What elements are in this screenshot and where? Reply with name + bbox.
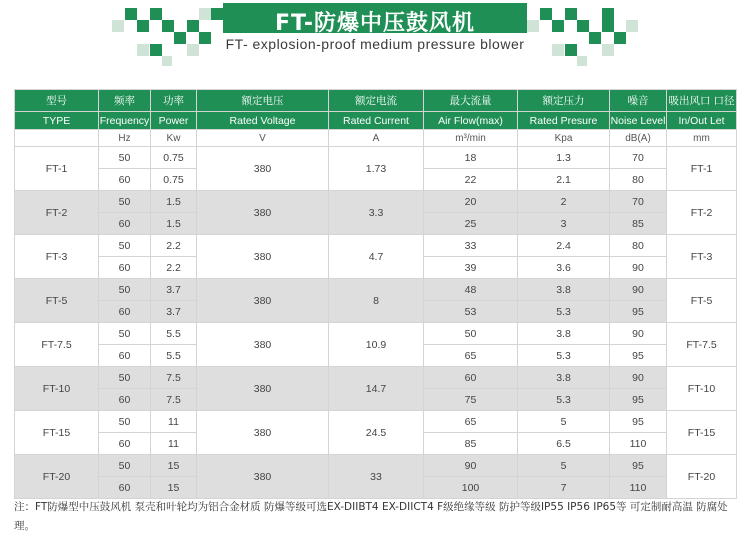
unit-cell-hz: Hz bbox=[99, 130, 151, 147]
noise-cell: 110 bbox=[610, 433, 667, 455]
column-header-en-noise: Noise Level bbox=[610, 112, 667, 130]
airflow-cell: 18 bbox=[424, 147, 518, 169]
noise-cell: 70 bbox=[610, 191, 667, 213]
power-cell: 5.5 bbox=[151, 323, 197, 345]
footnote: 注：FT防爆型中压鼓风机 泵壳和叶轮均为铝合金材质 防爆等级可选EX-DIIBT4 EX-DIICT4 F级绝缘等级 防护等级IP55 IP56 IP65等 可定制耐高温 防腐处理。 bbox=[14, 501, 728, 532]
outlet-cell: FT-10 bbox=[667, 367, 737, 411]
page-subtitle: FT- explosion-proof medium pressure blower bbox=[225, 36, 525, 52]
header-row-units bbox=[15, 130, 737, 147]
column-header-hz: 频率 bbox=[99, 90, 151, 112]
frequency-cell: 50 bbox=[99, 367, 151, 389]
voltage-cell: 380 bbox=[197, 191, 329, 235]
model-type-cell: FT-15 bbox=[15, 411, 99, 455]
outlet-cell: FT-20 bbox=[667, 455, 737, 499]
frequency-cell: 50 bbox=[99, 279, 151, 301]
current-cell: 3.3 bbox=[329, 191, 424, 235]
frequency-cell: 50 bbox=[99, 411, 151, 433]
outlet-cell: FT-5 bbox=[667, 279, 737, 323]
current-cell: 33 bbox=[329, 455, 424, 499]
frequency-cell: 60 bbox=[99, 345, 151, 367]
voltage-cell: 380 bbox=[197, 279, 329, 323]
power-cell: 15 bbox=[151, 477, 197, 499]
column-header-kw: 功率 bbox=[151, 90, 197, 112]
column-header-noise: 噪音 bbox=[610, 90, 667, 112]
frequency-cell: 60 bbox=[99, 389, 151, 411]
power-cell: 11 bbox=[151, 411, 197, 433]
noise-cell: 95 bbox=[610, 411, 667, 433]
airflow-cell: 20 bbox=[424, 191, 518, 213]
table-row bbox=[15, 279, 737, 301]
airflow-cell: 22 bbox=[424, 169, 518, 191]
airflow-cell: 75 bbox=[424, 389, 518, 411]
outlet-cell: FT-2 bbox=[667, 191, 737, 235]
pressure-cell: 5 bbox=[518, 411, 610, 433]
airflow-cell: 53 bbox=[424, 301, 518, 323]
column-header-en-kw: Power bbox=[151, 112, 197, 130]
current-cell: 14.7 bbox=[329, 367, 424, 411]
column-header-voltage: 额定电压 bbox=[197, 90, 329, 112]
header-row-chinese bbox=[15, 90, 737, 112]
airflow-cell: 33 bbox=[424, 235, 518, 257]
noise-cell: 95 bbox=[610, 301, 667, 323]
table-row bbox=[15, 235, 737, 257]
noise-cell: 95 bbox=[610, 455, 667, 477]
pressure-cell: 6.5 bbox=[518, 433, 610, 455]
noise-cell: 85 bbox=[610, 213, 667, 235]
airflow-cell: 65 bbox=[424, 411, 518, 433]
model-type-cell: FT-5 bbox=[15, 279, 99, 323]
voltage-cell: 380 bbox=[197, 411, 329, 455]
power-cell: 2.2 bbox=[151, 235, 197, 257]
power-cell: 5.5 bbox=[151, 345, 197, 367]
airflow-cell: 85 bbox=[424, 433, 518, 455]
pressure-cell: 3.8 bbox=[518, 279, 610, 301]
pressure-cell: 2.4 bbox=[518, 235, 610, 257]
column-header-en-flow: Air Flow(max) bbox=[424, 112, 518, 130]
table-row bbox=[15, 323, 737, 345]
pressure-cell: 5.3 bbox=[518, 345, 610, 367]
frequency-cell: 60 bbox=[99, 477, 151, 499]
voltage-cell: 380 bbox=[197, 367, 329, 411]
airflow-cell: 65 bbox=[424, 345, 518, 367]
model-type-cell: FT-2 bbox=[15, 191, 99, 235]
header-banner bbox=[0, 0, 750, 70]
current-cell: 1.73 bbox=[329, 147, 424, 191]
pressure-cell: 5.3 bbox=[518, 301, 610, 323]
pressure-cell: 3 bbox=[518, 213, 610, 235]
unit-cell-flow: m³/min bbox=[424, 130, 518, 147]
column-header-en-type: TYPE bbox=[15, 112, 99, 130]
page-title: FT-防爆中压鼓风机 bbox=[275, 11, 475, 36]
table-row bbox=[15, 147, 737, 169]
pressure-cell: 3.8 bbox=[518, 323, 610, 345]
noise-cell: 110 bbox=[610, 477, 667, 499]
power-cell: 2.2 bbox=[151, 257, 197, 279]
header-row-english bbox=[15, 112, 737, 130]
airflow-cell: 39 bbox=[424, 257, 518, 279]
model-type-cell: FT-20 bbox=[15, 455, 99, 499]
current-cell: 8 bbox=[329, 279, 424, 323]
table-row bbox=[15, 191, 737, 213]
power-cell: 0.75 bbox=[151, 169, 197, 191]
power-cell: 1.5 bbox=[151, 191, 197, 213]
frequency-cell: 50 bbox=[99, 191, 151, 213]
column-header-flow: 最大流量 bbox=[424, 90, 518, 112]
unit-cell-current: A bbox=[329, 130, 424, 147]
power-cell: 3.7 bbox=[151, 279, 197, 301]
pressure-cell: 7 bbox=[518, 477, 610, 499]
frequency-cell: 60 bbox=[99, 257, 151, 279]
frequency-cell: 60 bbox=[99, 213, 151, 235]
power-cell: 0.75 bbox=[151, 147, 197, 169]
airflow-cell: 48 bbox=[424, 279, 518, 301]
column-header-en-outlet: In/Out Let bbox=[667, 112, 737, 130]
pressure-cell: 5 bbox=[518, 455, 610, 477]
unit-cell-kw: Kw bbox=[151, 130, 197, 147]
model-type-cell: FT-10 bbox=[15, 367, 99, 411]
frequency-cell: 60 bbox=[99, 301, 151, 323]
noise-cell: 95 bbox=[610, 389, 667, 411]
voltage-cell: 380 bbox=[197, 147, 329, 191]
voltage-cell: 380 bbox=[197, 323, 329, 367]
voltage-cell: 380 bbox=[197, 455, 329, 499]
noise-cell: 90 bbox=[610, 323, 667, 345]
airflow-cell: 50 bbox=[424, 323, 518, 345]
outlet-cell: FT-7.5 bbox=[667, 323, 737, 367]
frequency-cell: 60 bbox=[99, 169, 151, 191]
unit-cell-pressure: Kpa bbox=[518, 130, 610, 147]
airflow-cell: 90 bbox=[424, 455, 518, 477]
unit-cell-voltage: V bbox=[197, 130, 329, 147]
power-cell: 11 bbox=[151, 433, 197, 455]
outlet-cell: FT-1 bbox=[667, 147, 737, 191]
unit-cell-type bbox=[15, 130, 99, 147]
power-cell: 7.5 bbox=[151, 367, 197, 389]
column-header-current: 额定电流 bbox=[329, 90, 424, 112]
column-header-en-hz: Frequency bbox=[99, 112, 151, 130]
model-type-cell: FT-1 bbox=[15, 147, 99, 191]
airflow-cell: 100 bbox=[424, 477, 518, 499]
current-cell: 10.9 bbox=[329, 323, 424, 367]
outlet-cell: FT-3 bbox=[667, 235, 737, 279]
current-cell: 24.5 bbox=[329, 411, 424, 455]
frequency-cell: 50 bbox=[99, 455, 151, 477]
frequency-cell: 50 bbox=[99, 323, 151, 345]
power-cell: 3.7 bbox=[151, 301, 197, 323]
power-cell: 7.5 bbox=[151, 389, 197, 411]
spec-table-body bbox=[15, 90, 737, 499]
outlet-cell: FT-15 bbox=[667, 411, 737, 455]
table-row bbox=[15, 455, 737, 477]
table-row bbox=[15, 367, 737, 389]
noise-cell: 80 bbox=[610, 235, 667, 257]
spec-table bbox=[14, 89, 737, 499]
column-header-type: 型号 bbox=[15, 90, 99, 112]
airflow-cell: 25 bbox=[424, 213, 518, 235]
voltage-cell: 380 bbox=[197, 235, 329, 279]
noise-cell: 70 bbox=[610, 147, 667, 169]
pressure-cell: 3.8 bbox=[518, 367, 610, 389]
unit-cell-noise: dB(A) bbox=[610, 130, 667, 147]
pressure-cell: 1.3 bbox=[518, 147, 610, 169]
pressure-cell: 3.6 bbox=[518, 257, 610, 279]
frequency-cell: 50 bbox=[99, 235, 151, 257]
unit-cell-outlet: mm bbox=[667, 130, 737, 147]
pressure-cell: 2 bbox=[518, 191, 610, 213]
noise-cell: 90 bbox=[610, 257, 667, 279]
column-header-en-voltage: Rated Voltage bbox=[197, 112, 329, 130]
noise-cell: 80 bbox=[610, 169, 667, 191]
pressure-cell: 5.3 bbox=[518, 389, 610, 411]
model-type-cell: FT-3 bbox=[15, 235, 99, 279]
power-cell: 15 bbox=[151, 455, 197, 477]
power-cell: 1.5 bbox=[151, 213, 197, 235]
airflow-cell: 60 bbox=[424, 367, 518, 389]
pressure-cell: 2.1 bbox=[518, 169, 610, 191]
model-type-cell: FT-7.5 bbox=[15, 323, 99, 367]
column-header-en-pressure: Rated Presure bbox=[518, 112, 610, 130]
current-cell: 4.7 bbox=[329, 235, 424, 279]
frequency-cell: 50 bbox=[99, 147, 151, 169]
frequency-cell: 60 bbox=[99, 433, 151, 455]
noise-cell: 90 bbox=[610, 279, 667, 301]
noise-cell: 95 bbox=[610, 345, 667, 367]
noise-cell: 90 bbox=[610, 367, 667, 389]
column-header-en-current: Rated Current bbox=[329, 112, 424, 130]
column-header-outlet: 吸出风口 口径 bbox=[667, 90, 737, 112]
column-header-pressure: 额定压力 bbox=[518, 90, 610, 112]
table-row bbox=[15, 411, 737, 433]
